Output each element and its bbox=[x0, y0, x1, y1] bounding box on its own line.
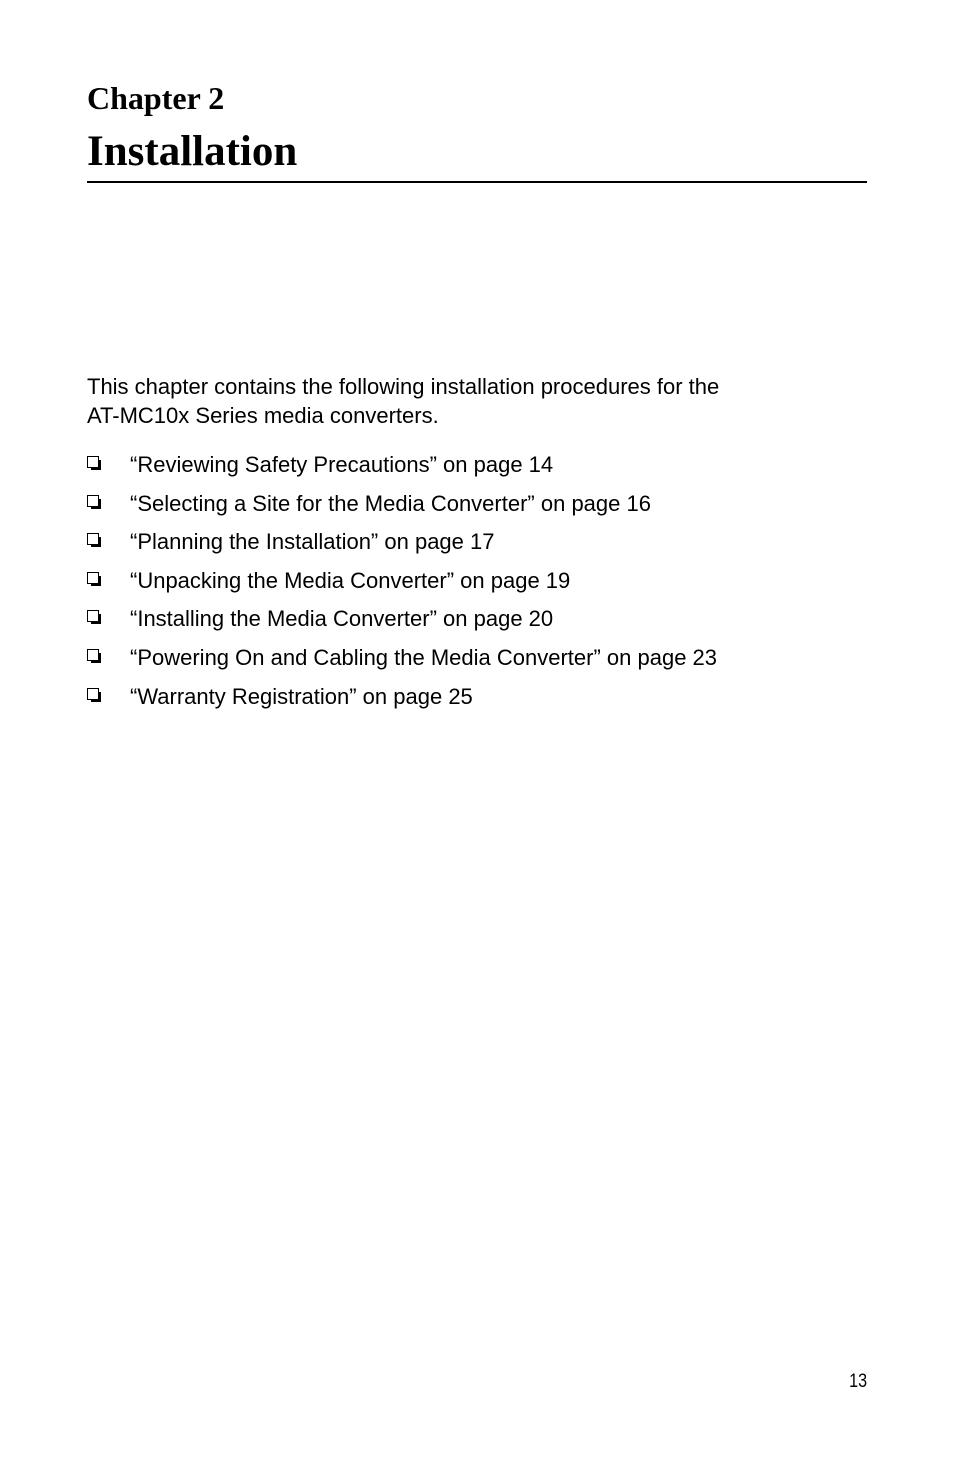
procedure-link[interactable]: “Warranty Registration” on page 25 bbox=[130, 683, 473, 709]
list-item[interactable] bbox=[87, 489, 867, 528]
intro-paragraph bbox=[87, 372, 847, 430]
procedure-link[interactable]: “Selecting a Site for the Media Converter” on page 16 bbox=[130, 490, 651, 516]
list-item[interactable] bbox=[87, 604, 867, 643]
list-item[interactable] bbox=[87, 566, 867, 605]
intro-line-1: This chapter contains the following installation procedures for the bbox=[87, 374, 720, 399]
chapter-title: Installation bbox=[87, 128, 298, 175]
list-item[interactable] bbox=[87, 682, 867, 721]
list-item[interactable] bbox=[87, 527, 867, 566]
chapter-label: Chapter 2 bbox=[87, 80, 225, 116]
procedure-link[interactable]: “Unpacking the Media Converter” on page 19 bbox=[130, 567, 571, 593]
intro-line-2: AT-MC10x Series media converters. bbox=[87, 403, 439, 428]
procedure-link[interactable]: “Powering On and Cabling the Media Converter” on page 23 bbox=[130, 644, 718, 670]
procedure-link[interactable]: “Planning the Installation” on page 17 bbox=[130, 529, 495, 555]
procedure-list bbox=[87, 450, 867, 720]
square-bullet-icon bbox=[87, 533, 99, 545]
square-bullet-icon bbox=[87, 688, 99, 700]
square-bullet-icon bbox=[87, 572, 99, 584]
list-item[interactable] bbox=[87, 450, 867, 489]
title-divider bbox=[87, 181, 867, 183]
procedure-link[interactable]: “Reviewing Safety Precautions” on page 14 bbox=[130, 452, 554, 477]
square-bullet-icon bbox=[87, 649, 99, 661]
list-item[interactable] bbox=[87, 643, 867, 682]
square-bullet-icon bbox=[87, 495, 99, 507]
square-bullet-icon bbox=[87, 456, 99, 468]
square-bullet-icon bbox=[87, 610, 99, 622]
page-number: 13 bbox=[849, 1371, 867, 1392]
procedure-link[interactable]: “Installing the Media Converter” on page 20 bbox=[130, 606, 554, 632]
